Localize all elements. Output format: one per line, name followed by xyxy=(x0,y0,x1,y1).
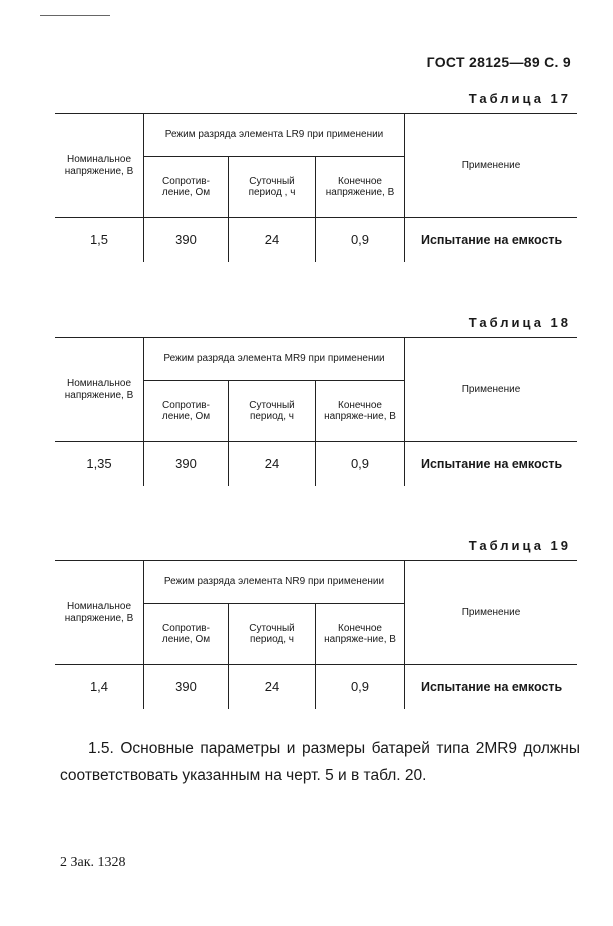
application-header: Применение xyxy=(405,338,578,442)
table-18-caption: Таблица 18 xyxy=(468,315,571,330)
paragraph-text: 1.5. Основные параметры и размеры батарей типа 2MR9 должны соответствовать указанным на черт. 5 и в табл. 20. xyxy=(60,740,580,784)
nominal-voltage-cell: 1,4 xyxy=(55,665,144,710)
table-header-row xyxy=(55,338,577,381)
discharge-mode-header: Режим разряда элемента MR9 при применении xyxy=(144,338,405,381)
application-cell: Испытание на емкость xyxy=(421,456,563,471)
application-header: Применение xyxy=(405,561,578,665)
resistance-cell: 390 xyxy=(144,665,229,710)
table-17-caption: Таблица 17 xyxy=(468,91,571,106)
nominal-voltage-header: Номинальное напряжение, В xyxy=(55,561,144,665)
daily-period-header: Суточный период , ч xyxy=(229,157,316,218)
nominal-voltage-header: Номинальное напряжение, В xyxy=(55,114,144,218)
table-header-row xyxy=(55,561,577,604)
top-rule xyxy=(40,15,110,16)
final-voltage-cell: 0,9 xyxy=(316,665,405,710)
resistance-header: Сопротив-ление, Ом xyxy=(144,157,229,218)
application-header: Применение xyxy=(405,114,578,218)
resistance-header: Сопротив-ление, Ом xyxy=(144,381,229,442)
table-row xyxy=(55,665,577,710)
page-footer: 2 Зак. 1328 xyxy=(60,855,126,870)
table-17 xyxy=(55,113,577,262)
discharge-mode-header: Режим разряда элемента LR9 при применении xyxy=(144,114,405,157)
resistance-cell: 390 xyxy=(144,442,229,487)
resistance-header: Сопротив-ление, Ом xyxy=(144,604,229,665)
resistance-cell: 390 xyxy=(144,218,229,263)
table-18 xyxy=(55,337,577,486)
body-paragraph xyxy=(60,735,580,789)
application-cell: Испытание на емкость xyxy=(421,679,563,694)
table-header-row xyxy=(55,114,577,157)
daily-period-cell: 24 xyxy=(229,218,316,263)
discharge-mode-header: Режим разряда элемента NR9 при применении xyxy=(144,561,405,604)
table-row xyxy=(55,218,577,263)
final-voltage-header: Конечное напряже-ние, В xyxy=(316,604,405,665)
page-header: ГОСТ 28125—89 С. 9 xyxy=(426,54,571,70)
table-19 xyxy=(55,560,577,709)
final-voltage-header: Конечное напряже-ние, В xyxy=(316,381,405,442)
table-19-caption: Таблица 19 xyxy=(468,538,571,553)
daily-period-header: Суточный период, ч xyxy=(229,381,316,442)
nominal-voltage-cell: 1,35 xyxy=(55,442,144,487)
daily-period-header: Суточный период, ч xyxy=(229,604,316,665)
table-row xyxy=(55,442,577,487)
application-cell: Испытание на емкость xyxy=(421,232,563,247)
nominal-voltage-header: Номинальное напряжение, В xyxy=(55,338,144,442)
daily-period-cell: 24 xyxy=(229,442,316,487)
nominal-voltage-cell: 1,5 xyxy=(55,218,144,263)
final-voltage-header: Конечное напряжение, В xyxy=(316,157,405,218)
final-voltage-cell: 0,9 xyxy=(316,442,405,487)
daily-period-cell: 24 xyxy=(229,665,316,710)
final-voltage-cell: 0,9 xyxy=(316,218,405,263)
